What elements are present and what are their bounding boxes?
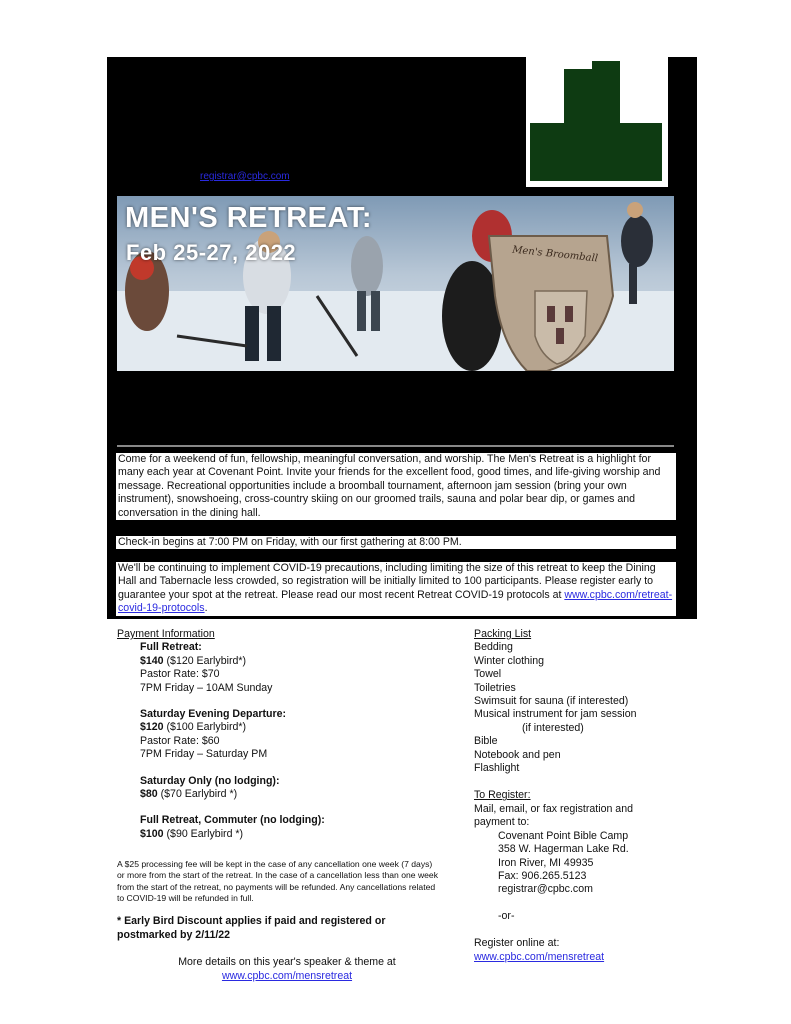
register-org: Covenant Point Bible Camp bbox=[498, 829, 629, 842]
full-retreat-title: Full Retreat: bbox=[140, 641, 202, 654]
saturday-evening-pastor: Pastor Rate: $60 bbox=[140, 734, 220, 747]
shield-label: Men's Broomball bbox=[511, 244, 599, 265]
header-email-link[interactable]: registrar@cpbc.com bbox=[200, 171, 290, 182]
covid-paragraph bbox=[116, 562, 676, 616]
full-retreat-pastor: Pastor Rate: $70 bbox=[140, 668, 220, 681]
covid-protocols-link[interactable]: www.cpbc.com/retreat-covid-19-protocols bbox=[118, 588, 673, 615]
packing-item: Bible bbox=[474, 735, 498, 748]
register-intro: Mail, email, or fax registration and payment to: bbox=[474, 802, 633, 829]
more-details-text: More details on this year's speaker & theme at bbox=[178, 956, 396, 969]
commuter-price: $100 bbox=[140, 827, 164, 840]
register-email: registrar@cpbc.com bbox=[498, 883, 593, 896]
register-online-link[interactable]: www.cpbc.com/mensretreat bbox=[474, 950, 605, 963]
commuter-earlybird: ($90 Earlybird *) bbox=[163, 827, 244, 840]
register-city: Iron River, MI 49935 bbox=[498, 856, 594, 869]
saturday-evening-time: 7PM Friday – Saturday PM bbox=[140, 748, 268, 761]
early-bird-note: * Early Bird Discount applies if paid and registered or postmarked by 2/11/22 bbox=[117, 915, 386, 942]
saturday-evening-price-line bbox=[140, 721, 447, 734]
commuter-price-line bbox=[140, 828, 447, 841]
packing-item: Swimsuit for sauna (if interested) bbox=[474, 695, 629, 708]
commuter-title: Full Retreat, Commuter (no lodging): bbox=[140, 814, 325, 827]
packing-item: Towel bbox=[474, 668, 502, 681]
packing-item: Flashlight bbox=[474, 762, 520, 775]
hero-date: Feb 25-27, 2022 bbox=[126, 240, 297, 265]
register-heading: To Register: bbox=[474, 789, 531, 802]
saturday-only-price-line bbox=[140, 788, 447, 801]
packing-item: Bedding bbox=[474, 641, 513, 654]
covid-suffix: . bbox=[204, 602, 208, 615]
full-retreat-price: $140 bbox=[140, 654, 164, 667]
hero-banner bbox=[117, 196, 674, 371]
register-street: 358 W. Hagerman Lake Rd. bbox=[498, 843, 629, 856]
register-or: -or- bbox=[498, 909, 515, 922]
packing-item: Winter clothing bbox=[474, 654, 545, 667]
full-retreat-time: 7PM Friday – 10AM Sunday bbox=[140, 681, 273, 694]
payment-heading: Payment Information bbox=[117, 628, 215, 640]
payment-section bbox=[117, 628, 447, 983]
section-divider bbox=[117, 445, 674, 447]
checkin-paragraph: Check-in begins at 7:00 PM on Friday, with our first gathering at 8:00 PM. bbox=[116, 536, 676, 549]
full-retreat-price-line bbox=[140, 655, 447, 668]
register-fax: Fax: 906.265.5123 bbox=[498, 869, 587, 882]
packing-item: Notebook and pen bbox=[474, 748, 561, 761]
saturday-only-earlybird: ($70 Earlybird *) bbox=[157, 788, 238, 801]
covid-text: We'll be continuing to implement COVID-19 precautions, including limiting the size of this retreat to keep the Dining Hall and Tabernacle less crowded, so registration will be initially limited to 100 participants. Please register early to guarantee your spot at the retreat. Please read our most recent Retreat COVID-19 protocols at bbox=[118, 562, 656, 601]
tree-logo-icon bbox=[526, 57, 668, 187]
intro-paragraph: Come for a weekend of fun, fellowship, meaningful conversation, and worship. The Men's Retreat is a highlight for many each year at Covenant Point. Invite your friends for the excellent food, good times, and life-giving worship and message. Recreational opportunities include a broomball tournament, afternoon jam session (bring your own instrument), snowshoeing, cross-country skiing on our groomed trails, sauna and polar bear dip, or games and conversation in the dining hall. bbox=[116, 453, 676, 520]
camp-logo bbox=[526, 57, 668, 187]
packing-register-section bbox=[474, 628, 684, 964]
packing-heading: Packing List bbox=[474, 628, 532, 640]
packing-item-note: (if interested) bbox=[522, 721, 584, 734]
cancellation-policy: A $25 processing fee will be kept in the case of any cancellation one week (7 days) or more from the start of the retreat. In the case of a cancellation less than one week from the start of the retreat, no payments will be refunded. Any cancellations related to COVID-19 will be refunded in full. bbox=[117, 859, 439, 903]
saturday-evening-price: $120 bbox=[140, 721, 164, 734]
hero-title: MEN'S RETREAT: bbox=[125, 202, 372, 234]
register-online-text: Register online at: bbox=[474, 937, 560, 950]
packing-item: Toiletries bbox=[474, 681, 516, 694]
packing-item: Musical instrument for jam session bbox=[474, 708, 637, 721]
mensretreat-link[interactable]: www.cpbc.com/mensretreat bbox=[221, 969, 353, 982]
saturday-only-title: Saturday Only (no lodging): bbox=[140, 774, 280, 787]
saturday-only-price: $80 bbox=[140, 788, 158, 801]
saturday-evening-title: Saturday Evening Departure: bbox=[140, 708, 286, 721]
saturday-evening-earlybird: ($100 Earlybird*) bbox=[163, 721, 247, 734]
full-retreat-earlybird: ($120 Earlybird*) bbox=[163, 654, 247, 667]
